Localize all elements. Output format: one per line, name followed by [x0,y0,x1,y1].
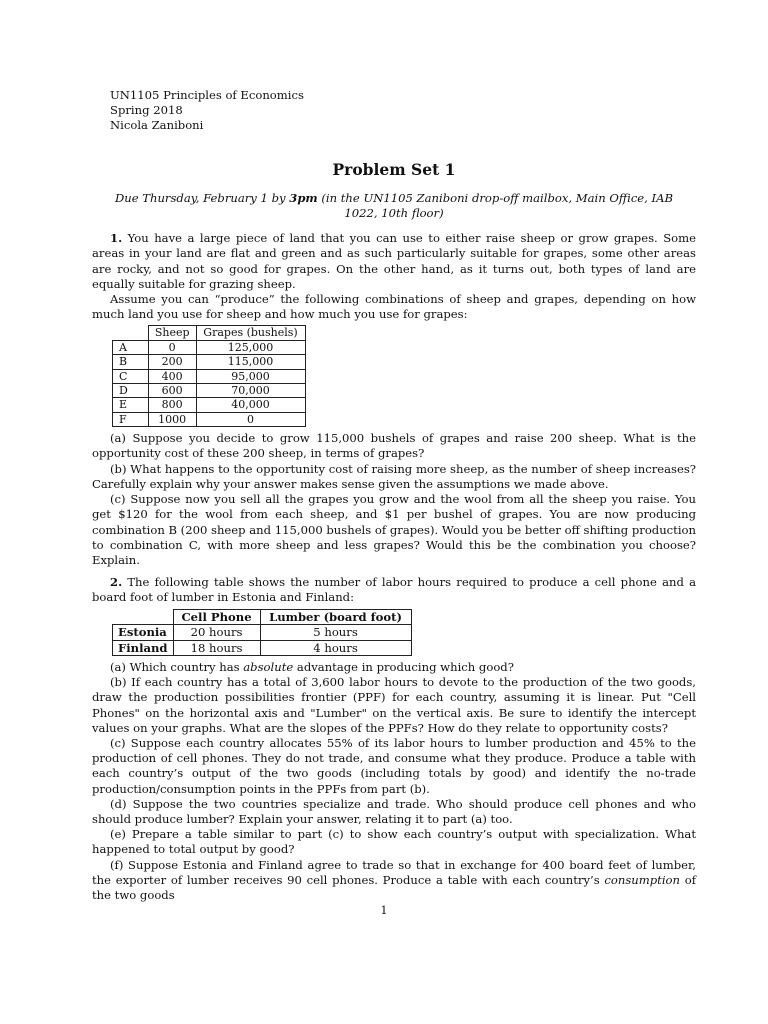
table-corner [113,609,174,625]
q2-part-e: (e) Prepare a table similar to part (c) to show each country’s output with specialization. What happened to total output by good? [92,827,696,857]
col-header-cell-phone: Cell Phone [173,609,260,625]
term: Spring 2018 [110,103,183,118]
sheep-grapes-table [112,325,306,427]
table-row: B 200 115,000 [113,355,306,369]
q1-assume: Assume you can “produce” the following combinations of sheep and grapes, depending on how much land you use for sheep and how much you use for grapes: [92,292,696,322]
q1-part-c: (c) Suppose now you sell all the grapes you grow and the wool from all the sheep you raise. You get $120 for the wool from each sheep, and $1 per bushel of grapes. You are now producing combination B (200 sheep and 115,000 bushels of grapes). Would you be better off shifting production to combination C, with more sheep and less grapes? Would this be the combination you choose? Explain. [92,492,696,567]
table-row: C 400 95,000 [113,369,306,383]
table-corner [113,326,149,340]
table-row: Estonia 20 hours 5 hours [113,625,412,641]
table-row: Finland 18 hours 4 hours [113,640,412,656]
course-name: UN1105 Principles of Economics [110,88,304,102]
page-title: Problem Set 1 [332,159,456,179]
table-row: F 1000 0 [113,412,306,426]
instructor-name: Nicola Zaniboni [110,118,204,133]
q2-part-d: (d) Suppose the two countries specialize and trade. Who should produce cell phones and who should produce lumber? Explain your answer, relating it to part (a) too. [92,796,696,827]
q2-part-f: (f) Suppose Estonia and Finland agree to trade so that in exchange for 400 board feet of lumber, the exporter of lumber receives 90 cell phones. Produce a table with each country’s consumption of the two goods [92,857,696,903]
q2-number: 2. [110,575,123,590]
q1-intro: 1. You have a large piece of land that you can use to either raise sheep or grow grapes. Some areas in your land are flat and green and as such particularly suitable for grapes, some other areas are rocky, and not so good for grapes. On the other hand, as it turns out, both types of land are equally suitable for grazing sheep. [92,231,696,291]
q2-part-a: (a) Which country has absolute advantage in producing which good? [110,660,514,675]
table-row: D 600 70,000 [113,384,306,398]
page-number: 1 [380,904,388,917]
due-date-line [102,191,686,221]
q2-part-c: (c) Suppose each country allocates 55% of its labor hours to lumber production and 45% to the production of cell phones. They do not trade, and consume what they produce. Produce a table with each country’s output of the two goods (including totals by good) and identify the no-trade production/consumption points in the PPFs from part (b). [92,736,696,796]
document-page [92,88,696,903]
q2-intro: 2. The following table shows the number of labor hours required to produce a cell phone and a board foot of lumber in Estonia and Finland: [92,575,696,605]
table-row: A 0 125,000 [113,340,306,354]
labor-hours-table [112,609,412,657]
col-header-sheep: Sheep [148,326,196,340]
col-header-lumber: Lumber (board foot) [260,609,411,625]
q1-part-a: (a) Suppose you decide to grow 115,000 bushels of grapes and raise 200 sheep. What is the opportunity cost of these 200 sheep, in terms of grapes? [92,431,696,461]
q1-number: 1. [110,231,123,246]
col-header-grapes: Grapes (bushels) [196,326,305,340]
due-time: 3pm [289,190,318,205]
due-suffix: (in the UN1105 Zaniboni drop-off mailbox, Main Office, IAB 1022, 10th floor) [317,190,674,221]
table-row: E 800 40,000 [113,398,306,412]
q1-part-b: (b) What happens to the opportunity cost of raising more sheep, as the number of sheep increases? Carefully explain why your answer makes sense given the assumptions we made above. [92,461,696,491]
due-prefix: Due Thursday, February 1 by [114,190,290,205]
q2-part-b: (b) If each country has a total of 3,600 labor hours to devote to the production of the two goods, draw the production possibilities frontier (PPF) for each country, assuming it is linear. Put "Cell Phones" on the horizontal axis and "Lumber" on the vertical axis. Be sure to identify the intercept values on your graphs. What are the slopes of the PPFs? How do they relate to opportunity costs? [92,675,696,735]
